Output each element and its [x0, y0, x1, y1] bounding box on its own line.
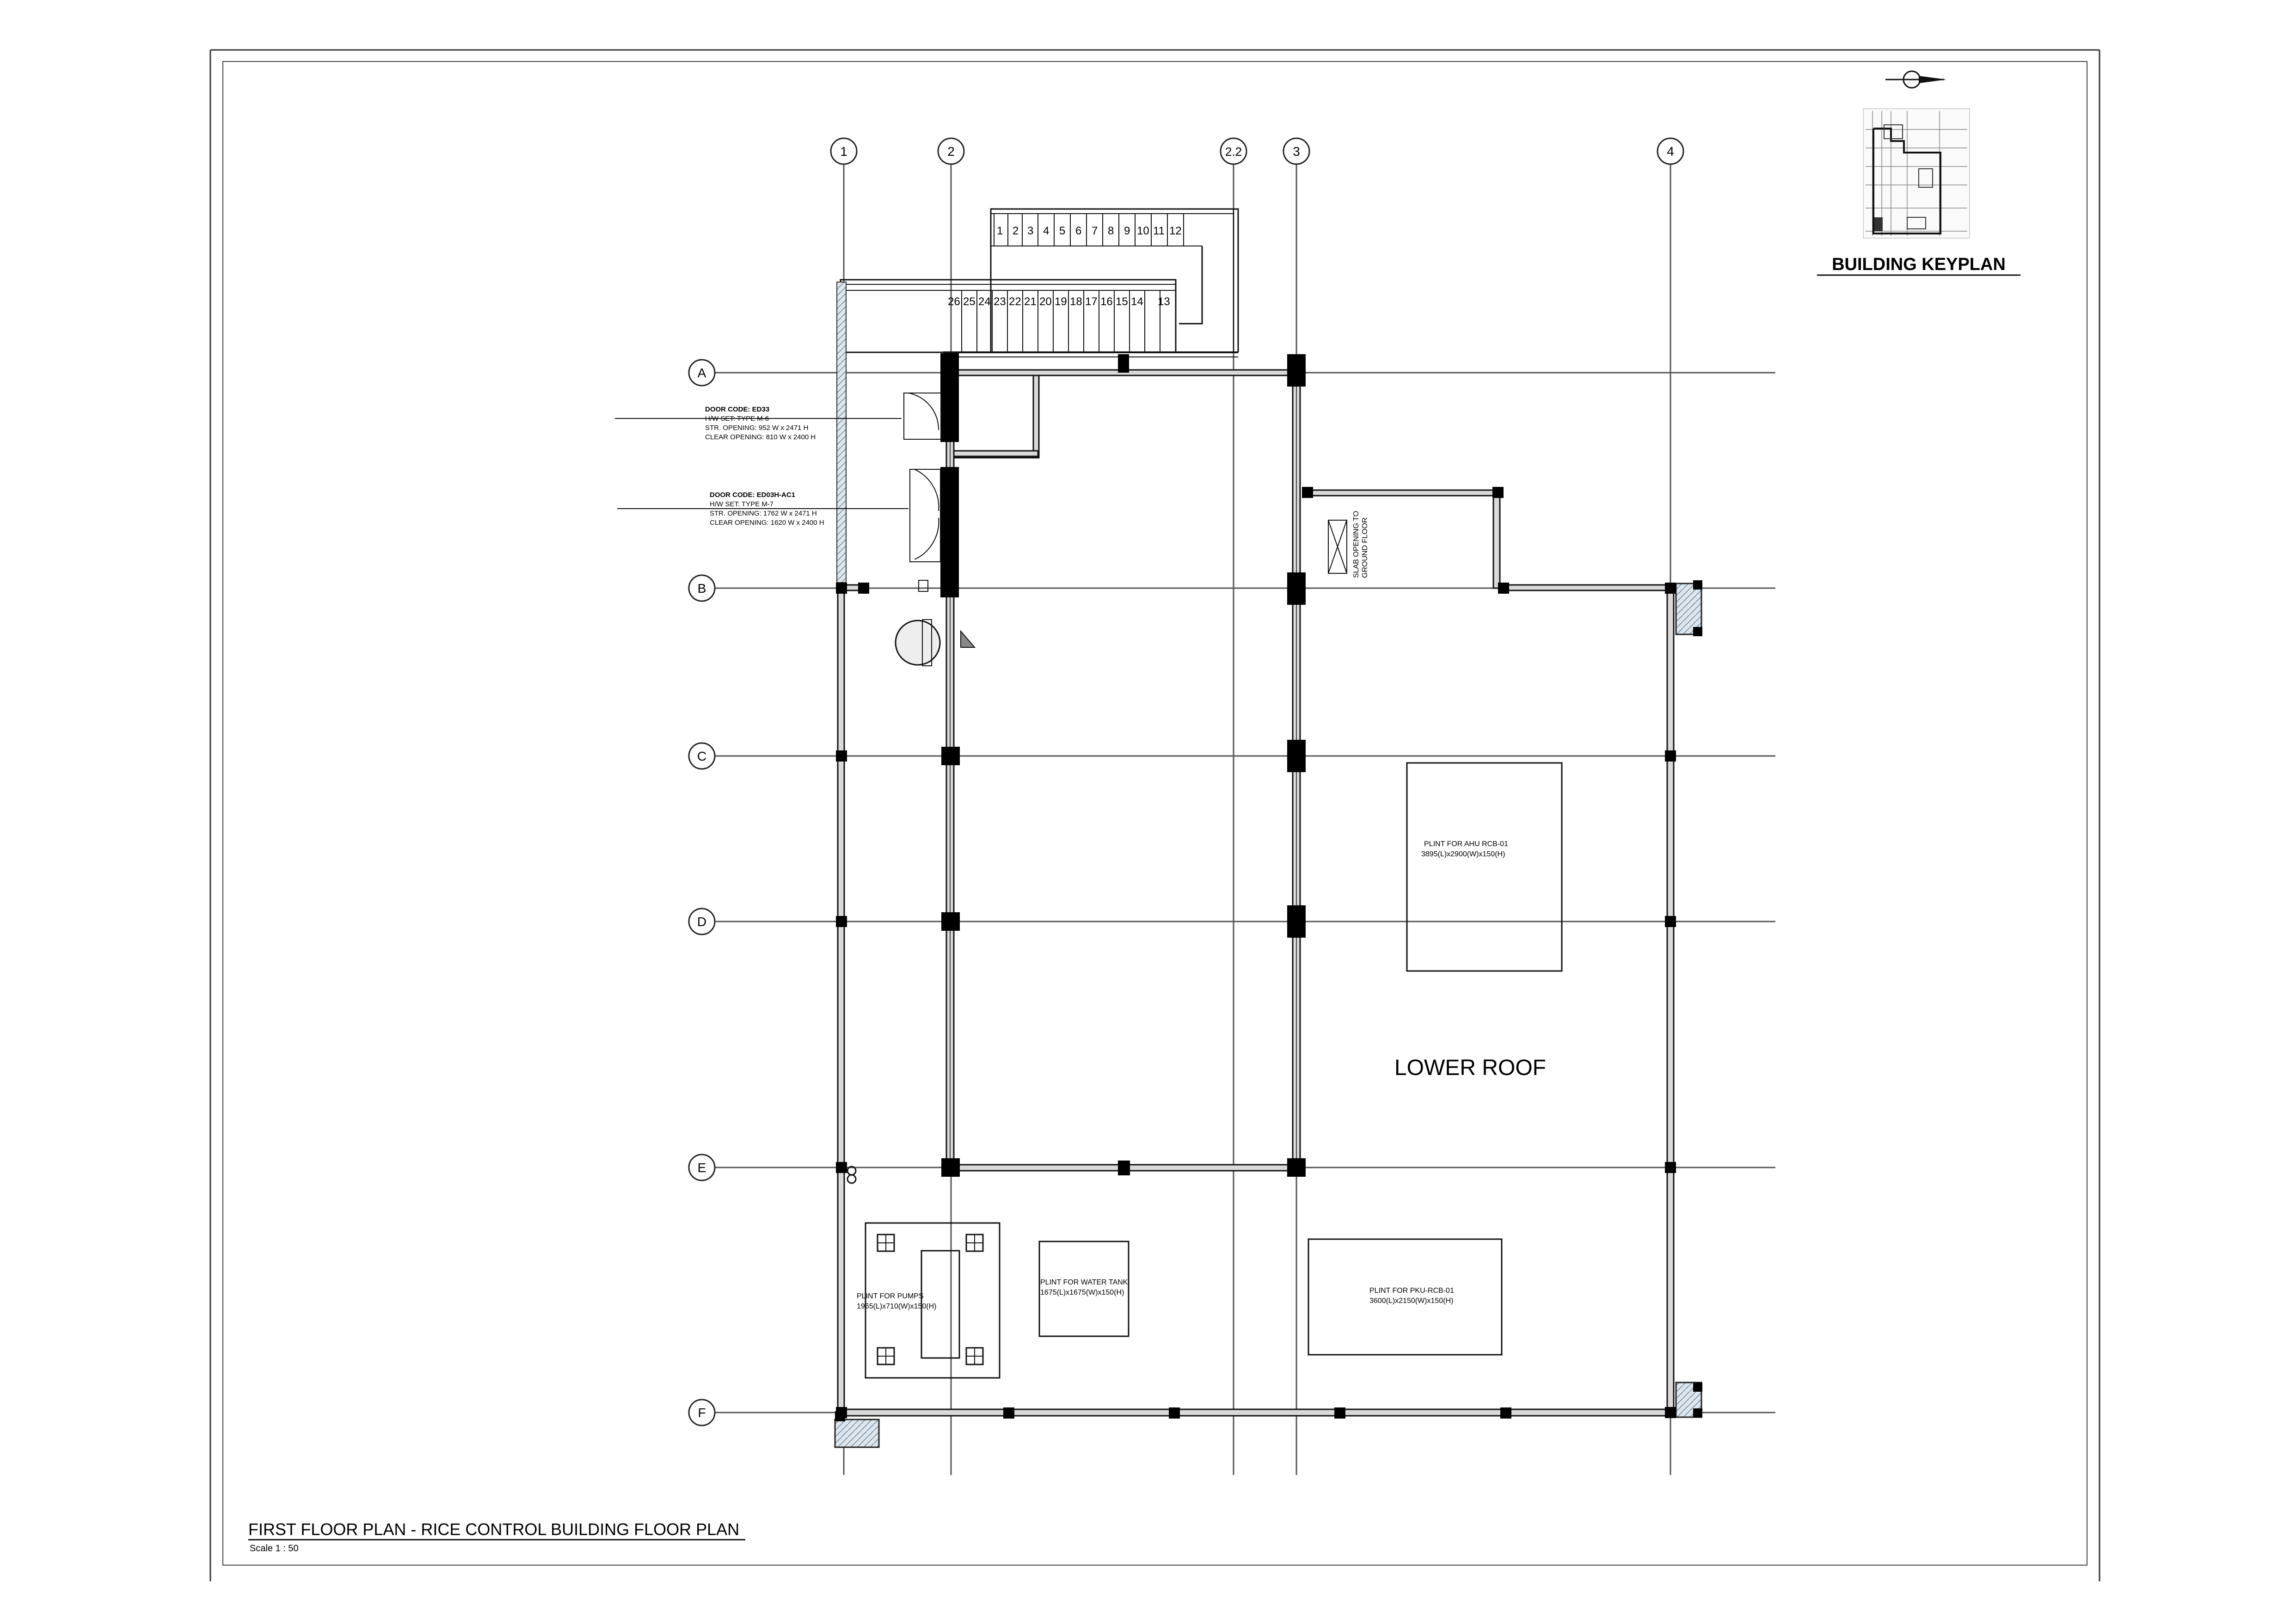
staircase: [841, 209, 1238, 357]
stair-number: 10: [1137, 225, 1149, 237]
door-hw-set: H/W SET: TYPE M-6: [705, 415, 769, 423]
stair-number: 15: [1116, 295, 1128, 308]
grid-label: 1: [840, 144, 847, 159]
plinth-size: 3600(L)x2150(W)x150(H): [1369, 1297, 1454, 1305]
plinth-name: PLINT FOR WATER TANK: [1040, 1278, 1128, 1286]
grid-bubble-row-c: [689, 743, 715, 769]
stair-lower-numbers: [948, 295, 1170, 308]
stair-number: 3: [1027, 225, 1034, 237]
stair-number: 11: [1153, 225, 1165, 237]
drawing-title: FIRST FLOOR PLAN - RICE CONTROL BUILDING FLOOR PLAN: [248, 1520, 740, 1539]
door-code: DOOR CODE: ED03H-AC1: [710, 491, 796, 499]
door-clear-opening: CLEAR OPENING: 1620 W x 2400 H: [710, 519, 824, 527]
door-hw-set: H/W SET: TYPE M-7: [710, 500, 774, 508]
slab-opening: [1328, 511, 1369, 578]
grid-bubble-col-1: [831, 138, 857, 164]
door-ed33: [615, 393, 941, 439]
stair-number: 17: [1085, 295, 1098, 308]
keyplan-title: BUILDING KEYPLAN: [1832, 255, 2006, 274]
stair-number: 23: [994, 295, 1006, 308]
stair-number: 21: [1024, 295, 1037, 308]
grid-label: 2.2: [1225, 145, 1242, 159]
slab-opening-label: GROUND FLOOR: [1361, 517, 1369, 578]
grid-bubble-row-a: [689, 360, 715, 386]
stair-number: 2: [1013, 225, 1019, 237]
grid-bubble-row-d: [689, 909, 715, 934]
lower-roof-label: LOWER ROOF: [1394, 1056, 1547, 1080]
end-blocks: [835, 584, 1701, 1447]
plinth-name: PLINT FOR PKU-RCB-01: [1369, 1287, 1454, 1295]
stair-number: 12: [1169, 225, 1182, 237]
stair-tread-lines: [962, 214, 1184, 352]
plinth-size: 1675(L)x1675(W)x150(H): [1040, 1289, 1124, 1296]
grid-label: E: [697, 1161, 706, 1175]
equipment-circle-b: [896, 580, 975, 666]
stair-number: 22: [1009, 295, 1021, 308]
building-keyplan: [1817, 71, 2020, 275]
plinth-pku: [1308, 1239, 1502, 1355]
door-tag-ed33: [705, 406, 816, 441]
north-arrow-icon: [1885, 71, 1946, 88]
plinth-pumps: [857, 1223, 1000, 1378]
stair-number: 8: [1108, 225, 1114, 237]
grid-label: D: [697, 915, 707, 929]
stair-number: 24: [978, 295, 991, 308]
stair-number: 14: [1131, 295, 1143, 308]
stair-number: 18: [1070, 295, 1082, 308]
grid-label: A: [697, 366, 706, 380]
stair-number: 6: [1075, 225, 1082, 237]
grid-bubble-row-b: [689, 575, 715, 601]
grid-label: 4: [1667, 144, 1674, 159]
stair-number: 26: [948, 295, 960, 308]
stair-number: 5: [1059, 225, 1066, 237]
drawing-scale: Scale 1 : 50: [250, 1543, 299, 1554]
plinth-ahu: [1407, 763, 1562, 971]
drawing-title-block: [248, 1520, 745, 1554]
slab-opening-label: SLAB OPENING TO: [1352, 510, 1360, 578]
stair-number: 16: [1100, 295, 1113, 308]
walls: [837, 282, 1674, 1416]
plinth-size: 1965(L)x710(W)x150(H): [857, 1303, 937, 1310]
grid-label: F: [698, 1406, 706, 1420]
door-code: DOOR CODE: ED33: [705, 406, 770, 413]
grid-bubble-col-3: [1283, 138, 1309, 164]
grid-lines: [714, 164, 1775, 1475]
grid-label: 2: [947, 144, 955, 159]
grid-label: C: [697, 749, 707, 763]
stair-upper-numbers: [997, 225, 1182, 237]
structural-columns: [835, 353, 1702, 1421]
plinth-size: 3895(L)x2900(W)x150(H): [1421, 850, 1505, 858]
grid-bubble-col-2-2: [1221, 138, 1246, 164]
grid-bubble-row-e: [689, 1155, 715, 1180]
stair-number: 9: [1124, 225, 1130, 237]
stair-number: 4: [1043, 225, 1050, 237]
downpipe-e: [847, 1167, 856, 1183]
grid-bubble-col-2: [938, 138, 964, 164]
plinth-name: PLINT FOR AHU RCB-01: [1424, 840, 1508, 848]
stair-number: 25: [963, 295, 976, 308]
grid-bubble-row-f: [689, 1400, 715, 1425]
door-str-opening: STR. OPENING: 952 W x 2471 H: [705, 424, 809, 432]
stair-number: 19: [1055, 295, 1067, 308]
grid-bubble-col-4: [1658, 138, 1683, 164]
plinth-water-tank: [1039, 1241, 1129, 1336]
door-clear-opening: CLEAR OPENING: 810 W x 2400 H: [705, 433, 816, 441]
grid-label: 3: [1293, 144, 1300, 159]
plinth-name: PLINT FOR PUMPS: [857, 1292, 924, 1300]
stair-number: 1: [997, 225, 1003, 237]
door-str-opening: STR. OPENING: 1762 W x 2471 H: [710, 510, 817, 517]
stair-number: 7: [1092, 225, 1098, 237]
stair-number: 20: [1039, 295, 1052, 308]
stair-number: 13: [1158, 295, 1170, 308]
grid-label: B: [697, 581, 706, 596]
